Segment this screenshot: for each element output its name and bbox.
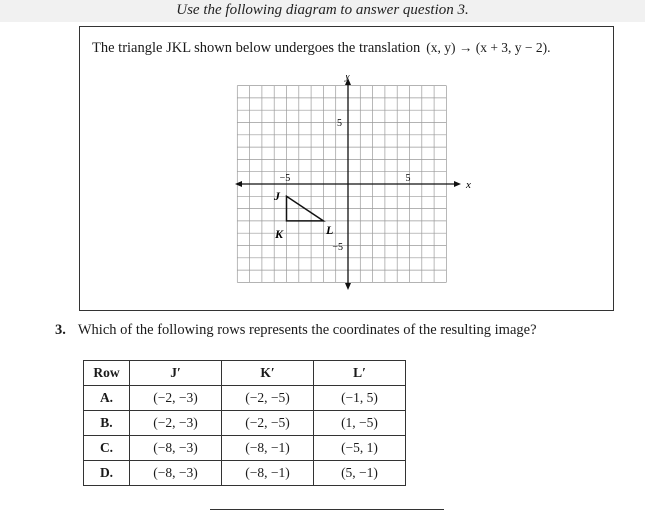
x-axis-label: x <box>466 179 471 191</box>
question-3 <box>55 322 537 339</box>
cell-j-prime: (−2, −3) <box>130 411 222 436</box>
prompt-text: The triangle JKL shown below undergoes the translation <box>92 40 421 56</box>
cell-k-prime: (−2, −5) <box>222 411 314 436</box>
cell-l-prime: (−5, 1) <box>314 436 406 461</box>
cell-k-prime: (−2, −5) <box>222 386 314 411</box>
cell-l-prime: (1, −5) <box>314 411 406 436</box>
answer-line <box>210 509 444 510</box>
tick-label-y-neg5: −5 <box>332 242 343 253</box>
table-header-row <box>84 361 406 386</box>
question-number: 3. <box>55 322 66 338</box>
coordinate-graph <box>230 75 490 295</box>
cell-k-prime: (−8, −1) <box>222 461 314 486</box>
header-k-prime: K′ <box>222 361 314 386</box>
table-row <box>84 461 406 486</box>
row-label: D. <box>84 461 130 486</box>
question-text: Which of the following rows represents the coordinates of the resulting image? <box>77 322 537 338</box>
cell-k-prime: (−8, −1) <box>222 436 314 461</box>
instruction-text: Use the following diagram to answer question 3. <box>176 2 469 18</box>
y-axis-label: y <box>345 75 350 82</box>
cell-j-prime: (−8, −3) <box>130 436 222 461</box>
table-row <box>84 436 406 461</box>
tick-label-x-neg5: −5 <box>279 173 291 184</box>
problem-prompt <box>92 40 551 57</box>
table-row <box>84 411 406 436</box>
row-label: C. <box>84 436 130 461</box>
row-label: A. <box>84 386 130 411</box>
cell-l-prime: (5, −1) <box>314 461 406 486</box>
cell-j-prime: (−8, −3) <box>130 461 222 486</box>
header-l-prime: L′ <box>314 361 406 386</box>
tick-label-x-5: 5 <box>405 173 411 184</box>
row-label: B. <box>84 411 130 436</box>
cell-j-prime: (−2, −3) <box>130 386 222 411</box>
vertex-j-label: J <box>274 189 280 203</box>
table-row <box>84 386 406 411</box>
answer-table <box>83 360 406 486</box>
header-row: Row <box>84 361 130 386</box>
diagram-box <box>79 26 614 311</box>
vertex-l-label: L <box>326 223 334 237</box>
cell-l-prime: (−1, 5) <box>314 386 406 411</box>
header-j-prime: J′ <box>130 361 222 386</box>
translation-rule: (x, y) → (x + 3, y − 2). <box>426 40 551 55</box>
vertex-k-label: K <box>275 227 284 241</box>
tick-label-y-5: 5 <box>337 118 342 129</box>
